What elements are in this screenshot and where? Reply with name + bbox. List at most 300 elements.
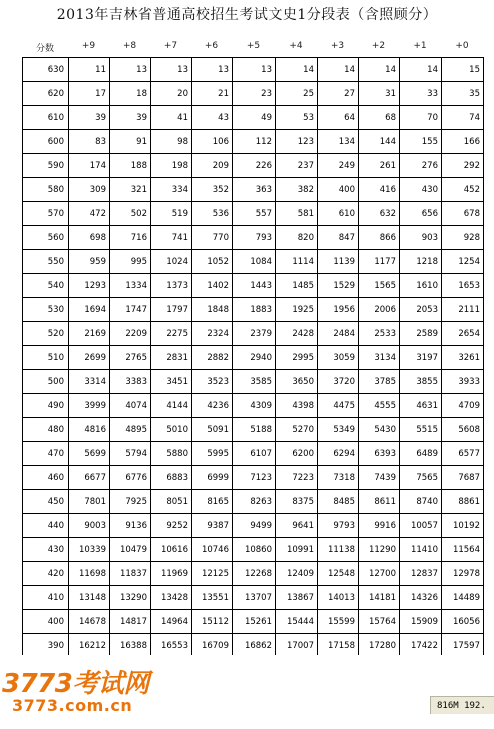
count-cell: 91 — [110, 130, 151, 154]
count-cell: 25 — [276, 82, 318, 106]
count-cell: 7801 — [69, 490, 110, 514]
count-cell: 452 — [442, 178, 484, 202]
count-cell: 7223 — [276, 466, 318, 490]
count-cell: 6776 — [110, 466, 151, 490]
count-cell: 793 — [233, 226, 276, 250]
count-cell: 18 — [110, 82, 151, 106]
count-cell: 6294 — [318, 442, 359, 466]
count-cell: 1052 — [192, 250, 233, 274]
column-header-offset: +4 — [289, 41, 303, 51]
count-cell: 1139 — [318, 250, 359, 274]
count-cell: 1024 — [151, 250, 192, 274]
count-cell: 7439 — [359, 466, 400, 490]
count-cell: 39 — [69, 106, 110, 130]
count-cell: 632 — [359, 202, 400, 226]
count-cell: 13148 — [69, 586, 110, 610]
count-cell: 770 — [192, 226, 233, 250]
count-cell: 15261 — [233, 610, 276, 634]
count-cell: 21 — [192, 82, 233, 106]
count-cell: 5091 — [192, 418, 233, 442]
count-cell: 2484 — [318, 322, 359, 346]
count-cell: 15599 — [318, 610, 359, 634]
count-cell: 959 — [69, 250, 110, 274]
count-cell: 226 — [233, 154, 276, 178]
table-row — [23, 418, 484, 442]
count-cell: 10339 — [69, 538, 110, 562]
count-cell: 656 — [400, 202, 442, 226]
score-cell: 410 — [23, 586, 69, 610]
count-cell: 70 — [400, 106, 442, 130]
count-cell: 416 — [359, 178, 400, 202]
table-row — [23, 538, 484, 562]
count-cell: 17 — [69, 82, 110, 106]
count-cell: 400 — [318, 178, 359, 202]
count-cell: 166 — [442, 130, 484, 154]
count-cell: 5880 — [151, 442, 192, 466]
count-cell: 6489 — [400, 442, 442, 466]
count-cell: 20 — [151, 82, 192, 106]
table-row — [23, 610, 484, 634]
count-cell: 12700 — [359, 562, 400, 586]
count-cell: 198 — [151, 154, 192, 178]
column-header-offset: +7 — [163, 41, 178, 51]
table-row — [23, 58, 484, 82]
count-cell: 1084 — [233, 250, 276, 274]
score-cell: 560 — [23, 226, 69, 250]
count-cell: 6677 — [69, 466, 110, 490]
count-cell: 14181 — [359, 586, 400, 610]
count-cell: 3855 — [400, 370, 442, 394]
count-cell: 363 — [233, 178, 276, 202]
count-cell: 309 — [69, 178, 110, 202]
score-table — [22, 57, 484, 658]
count-cell: 5794 — [110, 442, 151, 466]
count-cell: 292 — [442, 154, 484, 178]
count-cell: 4309 — [233, 394, 276, 418]
count-cell: 9641 — [276, 514, 318, 538]
count-cell: 1747 — [110, 298, 151, 322]
table-row — [23, 490, 484, 514]
table-row — [23, 562, 484, 586]
count-cell: 5349 — [318, 418, 359, 442]
count-cell: 13428 — [151, 586, 192, 610]
count-cell: 41 — [151, 106, 192, 130]
count-cell: 2589 — [400, 322, 442, 346]
table-row — [23, 154, 484, 178]
count-cell: 12548 — [318, 562, 359, 586]
count-cell: 31 — [359, 82, 400, 106]
count-cell: 6393 — [359, 442, 400, 466]
count-cell: 2995 — [276, 346, 318, 370]
count-cell: 4555 — [359, 394, 400, 418]
count-cell: 1565 — [359, 274, 400, 298]
count-cell: 716 — [110, 226, 151, 250]
count-cell: 2379 — [233, 322, 276, 346]
count-cell: 2111 — [442, 298, 484, 322]
count-cell: 13551 — [192, 586, 233, 610]
watermark-logo-text: 3773考试网 — [2, 669, 149, 699]
count-cell: 678 — [442, 202, 484, 226]
count-cell: 847 — [318, 226, 359, 250]
count-cell: 4236 — [192, 394, 233, 418]
status-bar-memory: 816M 192. — [430, 696, 494, 714]
count-cell: 5699 — [69, 442, 110, 466]
score-cell: 470 — [23, 442, 69, 466]
count-cell: 352 — [192, 178, 233, 202]
count-cell: 4398 — [276, 394, 318, 418]
count-cell: 16388 — [110, 634, 151, 658]
count-cell: 7687 — [442, 466, 484, 490]
count-cell: 8861 — [442, 490, 484, 514]
count-cell: 382 — [276, 178, 318, 202]
table-row — [23, 466, 484, 490]
count-cell: 106 — [192, 130, 233, 154]
count-cell: 519 — [151, 202, 192, 226]
count-cell: 1694 — [69, 298, 110, 322]
count-cell: 188 — [110, 154, 151, 178]
score-cell: 430 — [23, 538, 69, 562]
count-cell: 9387 — [192, 514, 233, 538]
count-cell: 1177 — [359, 250, 400, 274]
count-cell: 5608 — [442, 418, 484, 442]
count-cell: 8263 — [233, 490, 276, 514]
count-cell: 16862 — [233, 634, 276, 658]
count-cell: 13707 — [233, 586, 276, 610]
count-cell: 4709 — [442, 394, 484, 418]
count-cell: 2882 — [192, 346, 233, 370]
count-cell: 15909 — [400, 610, 442, 634]
count-cell: 261 — [359, 154, 400, 178]
count-cell: 2169 — [69, 322, 110, 346]
count-cell: 1254 — [442, 250, 484, 274]
count-cell: 820 — [276, 226, 318, 250]
score-cell: 630 — [23, 58, 69, 82]
count-cell: 2053 — [400, 298, 442, 322]
count-cell: 3720 — [318, 370, 359, 394]
watermark-logo — [2, 663, 149, 699]
count-cell: 17007 — [276, 634, 318, 658]
count-cell: 8485 — [318, 490, 359, 514]
count-cell: 8375 — [276, 490, 318, 514]
score-cell: 600 — [23, 130, 69, 154]
column-header-score: 分数 — [35, 44, 54, 54]
score-cell: 510 — [23, 346, 69, 370]
count-cell: 12978 — [442, 562, 484, 586]
table-row — [23, 442, 484, 466]
count-cell: 13 — [110, 58, 151, 82]
count-cell: 1334 — [110, 274, 151, 298]
count-cell: 14326 — [400, 586, 442, 610]
count-cell: 10479 — [110, 538, 151, 562]
score-cell: 450 — [23, 490, 69, 514]
count-cell: 2831 — [151, 346, 192, 370]
count-cell: 536 — [192, 202, 233, 226]
count-cell: 5010 — [151, 418, 192, 442]
count-cell: 3197 — [400, 346, 442, 370]
count-cell: 9136 — [110, 514, 151, 538]
count-cell: 1956 — [318, 298, 359, 322]
count-cell: 5995 — [192, 442, 233, 466]
score-cell: 460 — [23, 466, 69, 490]
count-cell: 8611 — [359, 490, 400, 514]
count-cell: 155 — [400, 130, 442, 154]
count-cell: 2940 — [233, 346, 276, 370]
count-cell: 6200 — [276, 442, 318, 466]
score-cell: 540 — [23, 274, 69, 298]
count-cell: 209 — [192, 154, 233, 178]
count-cell: 866 — [359, 226, 400, 250]
count-cell: 174 — [69, 154, 110, 178]
count-cell: 1373 — [151, 274, 192, 298]
count-cell: 6883 — [151, 466, 192, 490]
score-cell: 570 — [23, 202, 69, 226]
count-cell: 43 — [192, 106, 233, 130]
count-cell: 1443 — [233, 274, 276, 298]
count-cell: 3059 — [318, 346, 359, 370]
count-cell: 557 — [233, 202, 276, 226]
count-cell: 3134 — [359, 346, 400, 370]
score-cell: 440 — [23, 514, 69, 538]
column-header-offset: +0 — [455, 41, 469, 51]
score-cell: 530 — [23, 298, 69, 322]
table-row — [23, 298, 484, 322]
count-cell: 13290 — [110, 586, 151, 610]
score-cell: 590 — [23, 154, 69, 178]
page-title: 2013年吉林省普通高校招生考试文史1分段表（含照顾分） — [56, 7, 438, 23]
count-cell: 3650 — [276, 370, 318, 394]
count-cell: 1402 — [192, 274, 233, 298]
count-cell: 1218 — [400, 250, 442, 274]
column-header-offset: +8 — [122, 41, 137, 51]
column-header-offset: +6 — [204, 41, 219, 51]
table-row — [23, 178, 484, 202]
count-cell: 9003 — [69, 514, 110, 538]
count-cell: 14 — [359, 58, 400, 82]
table-row — [23, 82, 484, 106]
column-header-row — [0, 41, 494, 55]
table-row — [23, 634, 484, 658]
count-cell: 123 — [276, 130, 318, 154]
count-cell: 7318 — [318, 466, 359, 490]
count-cell: 14 — [276, 58, 318, 82]
count-cell: 14964 — [151, 610, 192, 634]
count-cell: 16212 — [69, 634, 110, 658]
count-cell: 276 — [400, 154, 442, 178]
count-cell: 83 — [69, 130, 110, 154]
count-cell: 2324 — [192, 322, 233, 346]
count-cell: 74 — [442, 106, 484, 130]
count-cell: 3523 — [192, 370, 233, 394]
count-cell: 2428 — [276, 322, 318, 346]
count-cell: 15 — [442, 58, 484, 82]
count-cell: 4895 — [110, 418, 151, 442]
count-cell: 3785 — [359, 370, 400, 394]
count-cell: 9793 — [318, 514, 359, 538]
count-cell: 430 — [400, 178, 442, 202]
table-row — [23, 226, 484, 250]
count-cell: 14013 — [318, 586, 359, 610]
count-cell: 12837 — [400, 562, 442, 586]
count-cell: 581 — [276, 202, 318, 226]
count-cell: 3383 — [110, 370, 151, 394]
count-cell: 1114 — [276, 250, 318, 274]
count-cell: 64 — [318, 106, 359, 130]
score-cell: 480 — [23, 418, 69, 442]
count-cell: 11969 — [151, 562, 192, 586]
count-cell: 698 — [69, 226, 110, 250]
count-cell: 68 — [359, 106, 400, 130]
count-cell: 14489 — [442, 586, 484, 610]
count-cell: 2006 — [359, 298, 400, 322]
count-cell: 14678 — [69, 610, 110, 634]
count-cell: 8740 — [400, 490, 442, 514]
count-cell: 321 — [110, 178, 151, 202]
count-cell: 2275 — [151, 322, 192, 346]
count-cell: 9252 — [151, 514, 192, 538]
count-cell: 4475 — [318, 394, 359, 418]
count-cell: 12268 — [233, 562, 276, 586]
count-cell: 502 — [110, 202, 151, 226]
count-cell: 4816 — [69, 418, 110, 442]
count-cell: 17158 — [318, 634, 359, 658]
count-cell: 10746 — [192, 538, 233, 562]
count-cell: 17280 — [359, 634, 400, 658]
count-cell: 12125 — [192, 562, 233, 586]
column-header-offset: +5 — [246, 41, 261, 51]
count-cell: 1293 — [69, 274, 110, 298]
count-cell: 11837 — [110, 562, 151, 586]
count-cell: 9499 — [233, 514, 276, 538]
count-cell: 334 — [151, 178, 192, 202]
count-cell: 14817 — [110, 610, 151, 634]
count-cell: 1529 — [318, 274, 359, 298]
count-cell: 11290 — [359, 538, 400, 562]
count-cell: 2209 — [110, 322, 151, 346]
count-cell: 39 — [110, 106, 151, 130]
table-row — [23, 394, 484, 418]
table-row — [23, 274, 484, 298]
count-cell: 11564 — [442, 538, 484, 562]
count-cell: 903 — [400, 226, 442, 250]
count-cell: 10057 — [400, 514, 442, 538]
count-cell: 7925 — [110, 490, 151, 514]
score-cell: 390 — [23, 634, 69, 658]
count-cell: 6577 — [442, 442, 484, 466]
count-cell: 249 — [318, 154, 359, 178]
count-cell: 1925 — [276, 298, 318, 322]
score-cell: 500 — [23, 370, 69, 394]
count-cell: 17597 — [442, 634, 484, 658]
table-row — [23, 202, 484, 226]
table-row — [23, 322, 484, 346]
count-cell: 12409 — [276, 562, 318, 586]
count-cell: 27 — [318, 82, 359, 106]
count-cell: 112 — [233, 130, 276, 154]
count-cell: 10192 — [442, 514, 484, 538]
table-row — [23, 586, 484, 610]
count-cell: 10616 — [151, 538, 192, 562]
count-cell: 33 — [400, 82, 442, 106]
count-cell: 134 — [318, 130, 359, 154]
count-cell: 23 — [233, 82, 276, 106]
count-cell: 4631 — [400, 394, 442, 418]
count-cell: 11138 — [318, 538, 359, 562]
count-cell: 14 — [400, 58, 442, 82]
count-cell: 3314 — [69, 370, 110, 394]
count-cell: 472 — [69, 202, 110, 226]
count-cell: 15444 — [276, 610, 318, 634]
count-cell: 5270 — [276, 418, 318, 442]
count-cell: 7123 — [233, 466, 276, 490]
count-cell: 2765 — [110, 346, 151, 370]
score-cell: 420 — [23, 562, 69, 586]
count-cell: 1485 — [276, 274, 318, 298]
watermark-domain: 3773.com.cn — [12, 696, 133, 715]
count-cell: 53 — [276, 106, 318, 130]
count-cell: 11698 — [69, 562, 110, 586]
column-header-offset: +9 — [81, 41, 96, 51]
count-cell: 8051 — [151, 490, 192, 514]
count-cell: 2699 — [69, 346, 110, 370]
table-row — [23, 514, 484, 538]
count-cell: 10860 — [233, 538, 276, 562]
count-cell: 16553 — [151, 634, 192, 658]
table-row — [23, 370, 484, 394]
count-cell: 1610 — [400, 274, 442, 298]
count-cell: 35 — [442, 82, 484, 106]
count-cell: 11 — [69, 58, 110, 82]
count-cell: 13 — [192, 58, 233, 82]
count-cell: 8165 — [192, 490, 233, 514]
count-cell: 17422 — [400, 634, 442, 658]
count-cell: 3585 — [233, 370, 276, 394]
count-cell: 5188 — [233, 418, 276, 442]
count-cell: 2654 — [442, 322, 484, 346]
score-cell: 620 — [23, 82, 69, 106]
count-cell: 49 — [233, 106, 276, 130]
score-cell: 610 — [23, 106, 69, 130]
count-cell: 13867 — [276, 586, 318, 610]
table-row — [23, 346, 484, 370]
score-cell: 520 — [23, 322, 69, 346]
count-cell: 4074 — [110, 394, 151, 418]
column-header-offset: +2 — [371, 41, 386, 51]
count-cell: 13 — [151, 58, 192, 82]
count-cell: 14 — [318, 58, 359, 82]
count-cell: 237 — [276, 154, 318, 178]
score-cell: 400 — [23, 610, 69, 634]
count-cell: 1653 — [442, 274, 484, 298]
count-cell: 15764 — [359, 610, 400, 634]
count-cell: 11410 — [400, 538, 442, 562]
count-cell: 1848 — [192, 298, 233, 322]
count-cell: 16056 — [442, 610, 484, 634]
count-cell: 144 — [359, 130, 400, 154]
count-cell: 6999 — [192, 466, 233, 490]
count-cell: 10991 — [276, 538, 318, 562]
count-cell: 5430 — [359, 418, 400, 442]
count-cell: 3451 — [151, 370, 192, 394]
count-cell: 1797 — [151, 298, 192, 322]
count-cell: 9916 — [359, 514, 400, 538]
count-cell: 16709 — [192, 634, 233, 658]
count-cell: 13 — [233, 58, 276, 82]
count-cell: 98 — [151, 130, 192, 154]
count-cell: 1883 — [233, 298, 276, 322]
score-cell: 550 — [23, 250, 69, 274]
score-cell: 580 — [23, 178, 69, 202]
count-cell: 6107 — [233, 442, 276, 466]
